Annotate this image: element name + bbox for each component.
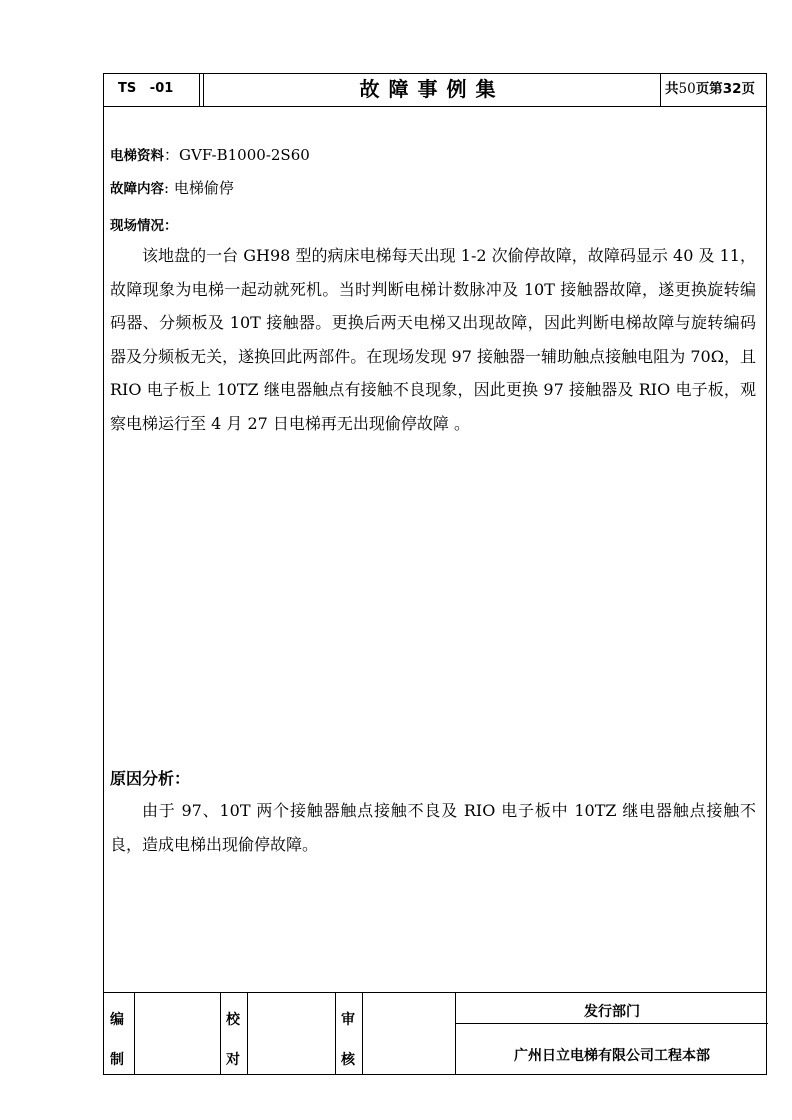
document-title: 故障事例集	[204, 74, 661, 106]
review-label-2: 核	[341, 1052, 355, 1068]
check-label-1: 校	[226, 1012, 240, 1028]
compile-label-1: 编	[110, 1012, 124, 1028]
fault-content-label: 故障内容	[110, 181, 164, 197]
page-prefix: 共	[665, 81, 679, 97]
review-sign-cell	[363, 993, 456, 1075]
compile-label-2: 制	[110, 1052, 124, 1068]
check-label-2: 对	[226, 1052, 240, 1068]
total-pages: 50	[678, 81, 696, 97]
elevator-info-row	[110, 144, 310, 165]
page-mid: 页第	[695, 81, 723, 97]
review-label-1: 审	[341, 1012, 355, 1028]
elevator-info-value: ：GVF-B1000-2S60	[164, 146, 310, 164]
current-page: 32	[722, 81, 742, 97]
issuing-dept-label: 发行部门	[584, 1004, 640, 1020]
fault-content-row	[110, 177, 234, 198]
signature-footer	[104, 992, 766, 1075]
document-code: TS -01	[104, 74, 200, 106]
document-frame	[103, 73, 767, 1075]
fault-content-value: : 电梯偷停	[164, 179, 234, 197]
site-situation-row	[110, 214, 178, 234]
site-situation-text: 该地盘的一台 GH98 型的病床电梯每天出现 1-2 次偷停故障，故障码显示 40 及 11，故障现象为电梯一起动就死机。当时判断电梯计数脉冲及 10T 接触器故障，遂更换旋转编码器、分频板及 10T 接触器。更换后两天电梯又出现故障，因此判断电梯故障与旋转编码器及分频板无关，遂换回此两部件。在现场发现 97 接触器一辅助触点接触电阻为 70Ω，且 RIO 电子板上 10TZ 继电器触点有接触不良现象，因此更换 97 接触器及 RIO 电子板，观察电梯运行至 4 月 27 日电梯再无出现偷停故障 。	[110, 246, 756, 433]
elevator-info-label: 电梯资料	[110, 148, 164, 164]
site-situation-label: 现场情况：	[110, 218, 178, 234]
issuing-dept-divider	[456, 1023, 768, 1024]
cause-analysis-label: 原因分析：	[110, 769, 191, 788]
check-sign-cell	[248, 993, 336, 1075]
page-counter	[661, 74, 768, 106]
compile-sign-cell	[135, 993, 221, 1075]
header-row	[104, 74, 766, 107]
cause-analysis-text: 由于 97、10T 两个接触器触点接触不良及 RIO 电子板中 10TZ 继电器触点接触不良，造成电梯出现偷停故障。	[110, 801, 756, 854]
page-suffix: 页	[741, 81, 755, 97]
issuing-dept-name: 广州日立电梯有限公司工程本部	[514, 1048, 710, 1064]
